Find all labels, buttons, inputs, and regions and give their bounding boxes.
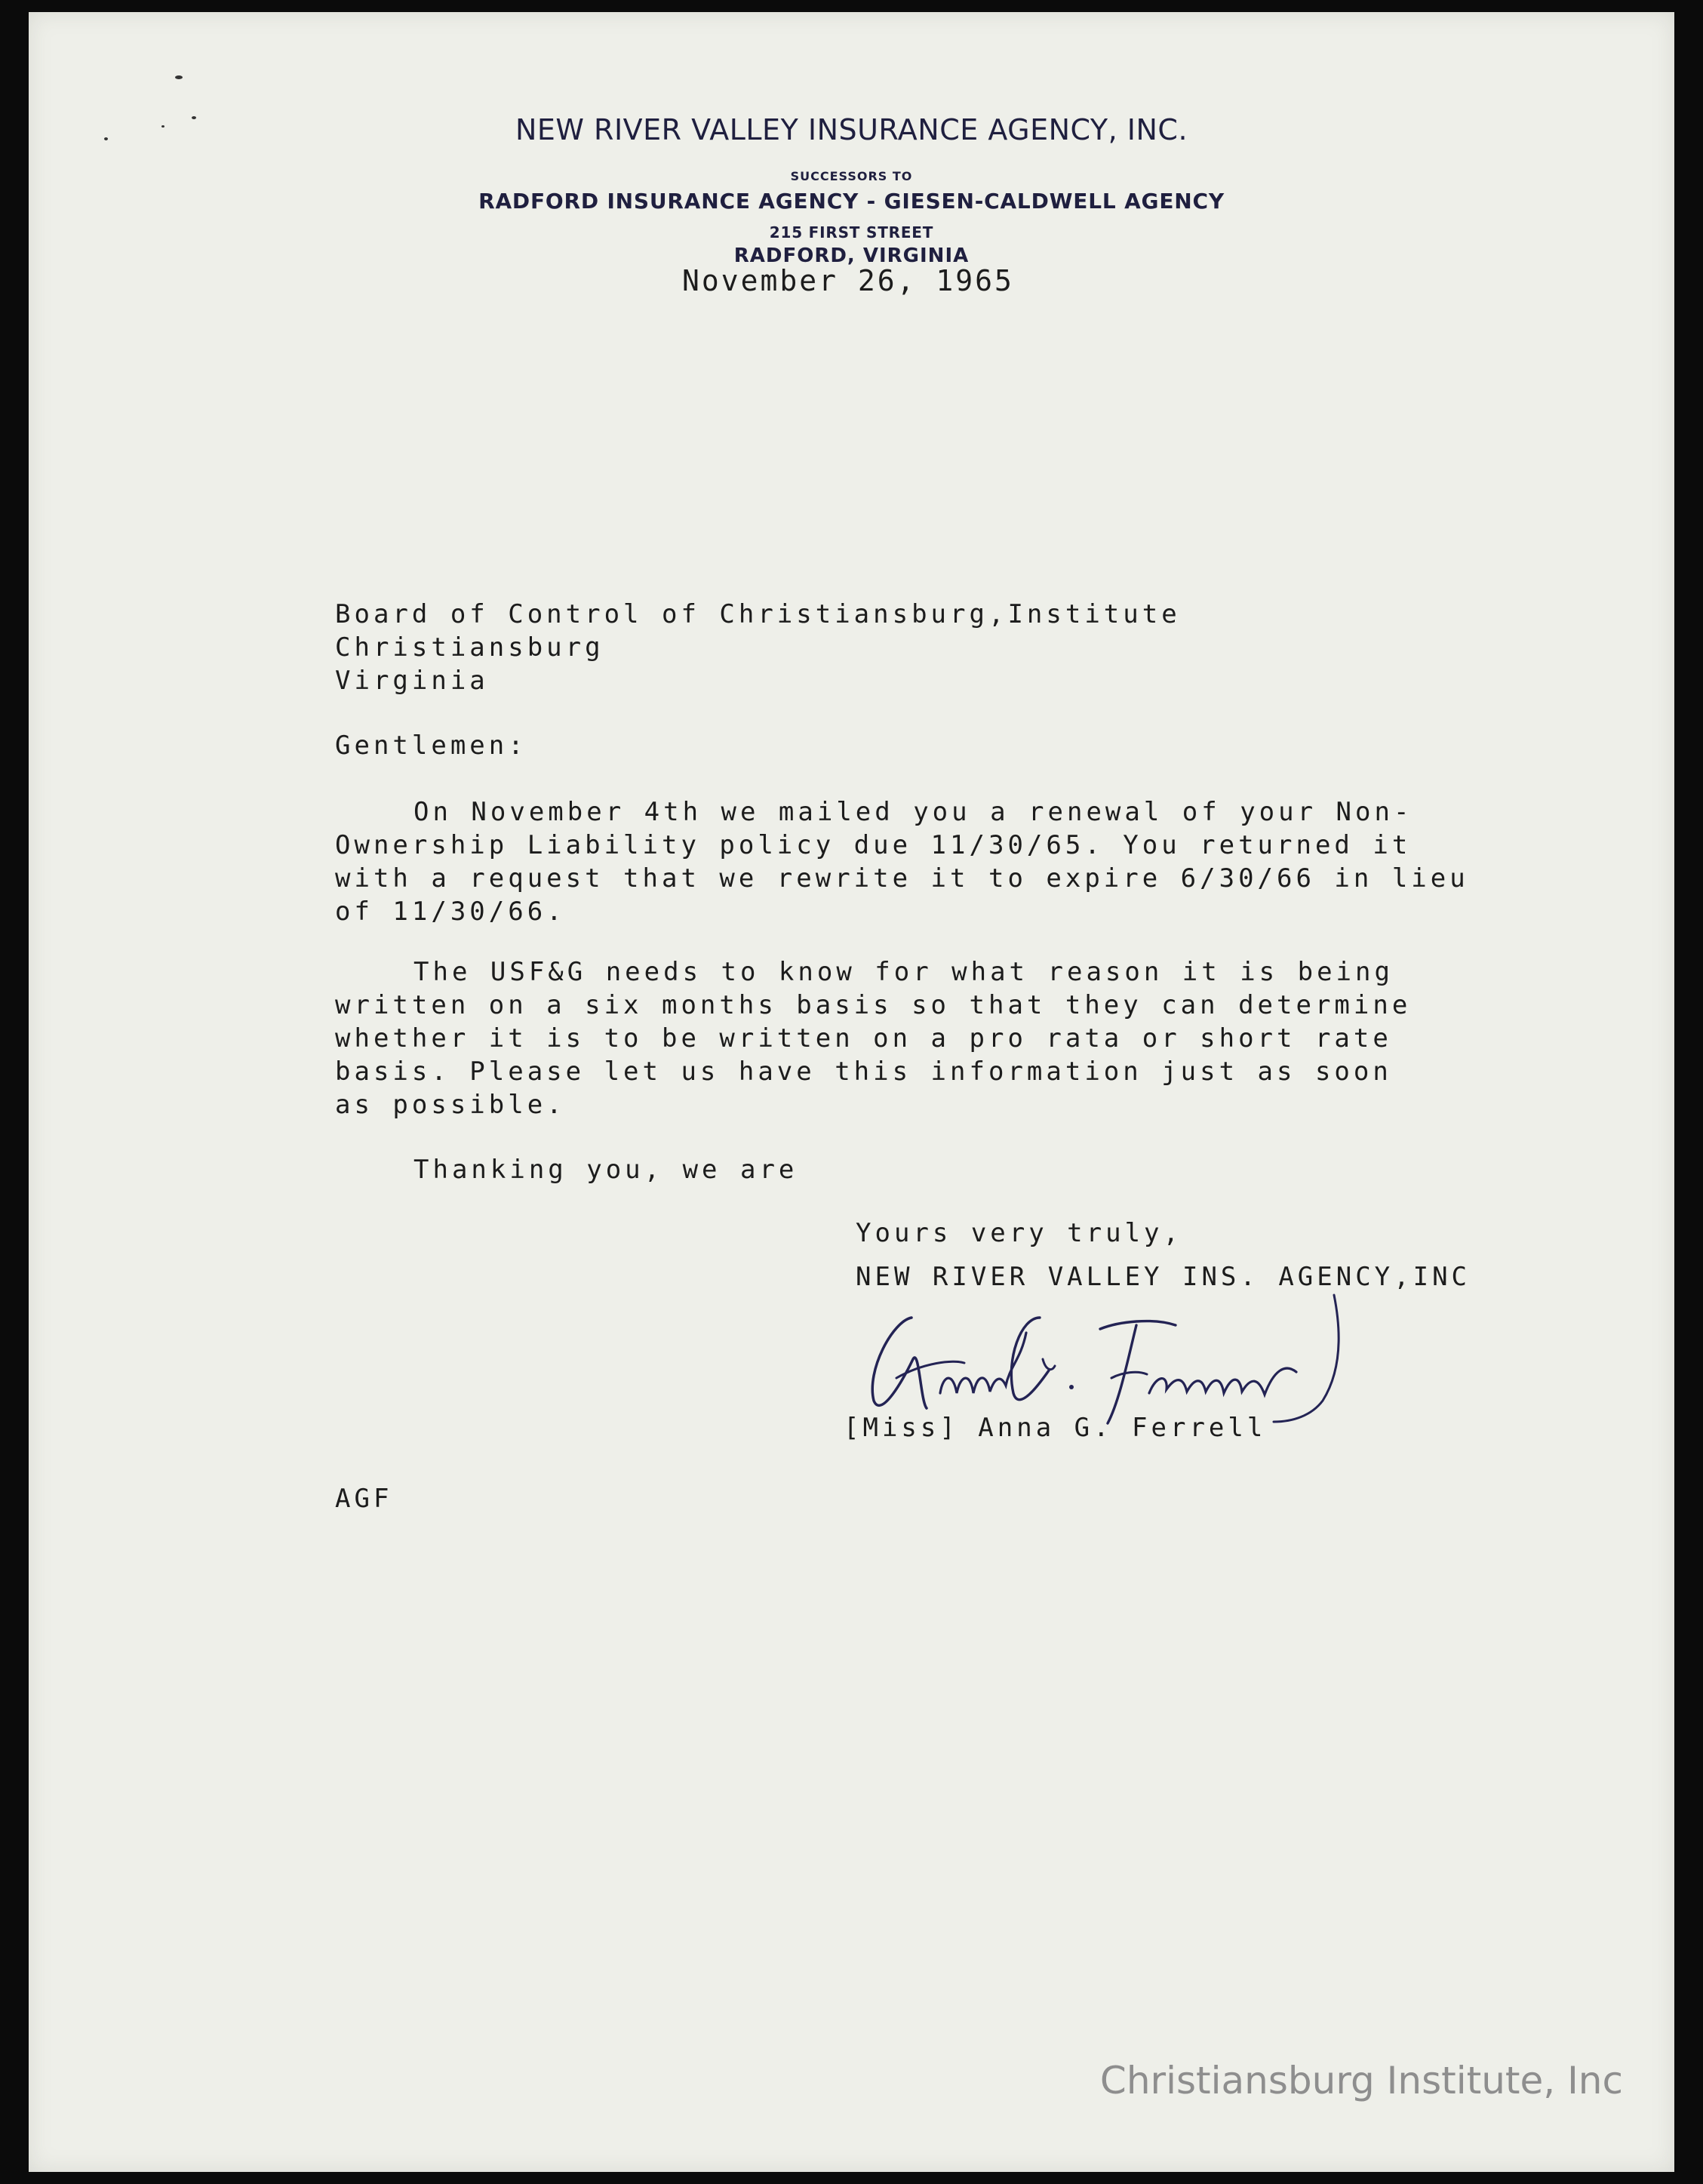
paragraph-line: written on a six months basis so that they can determine	[335, 990, 1412, 1020]
valediction: Yours very truly,	[856, 1218, 1182, 1248]
paragraph-line: of 11/30/66.	[335, 897, 566, 927]
ink-speck	[175, 75, 183, 79]
paragraph-line: On November 4th we mailed you a renewal of your Non-	[413, 797, 1413, 827]
thanks	[413, 1153, 798, 1186]
letter-page	[29, 12, 1674, 2172]
paragraph-line: basis. Please let us have this information just as soon	[335, 1057, 1392, 1087]
letterhead-company: NEW RIVER VALLEY INSURANCE AGENCY, INC.	[515, 113, 1188, 146]
paragraph-line: Ownership Liability policy due 11/30/65. You returned it	[335, 830, 1412, 860]
letter-date: November 26, 1965	[682, 264, 1014, 297]
reference-initials	[335, 1482, 392, 1515]
letterhead-predecessors: RADFORD INSURANCE AGENCY - GIESEN-CALDWELL AGENCY	[478, 189, 1225, 214]
recipient-line: Virginia	[335, 666, 489, 696]
letterhead-successors: SUCCESSORS TO	[790, 169, 913, 183]
paragraph-line: The USF&G needs to know for what reason it is being	[413, 957, 1394, 987]
paragraph-2	[335, 955, 1411, 1121]
letterhead-city: RADFORD, VIRGINIA	[733, 245, 970, 267]
salutation	[335, 729, 527, 762]
initials-text: AGF	[335, 1484, 393, 1514]
signer-name: [Miss] Anna G. Ferrell	[844, 1413, 1267, 1443]
salutation-text: Gentlemen:	[335, 731, 527, 761]
recipient-line: Christiansburg	[335, 632, 604, 663]
watermark: Christiansburg Institute, Inc	[1099, 2059, 1623, 2102]
recipient-address	[335, 598, 1181, 697]
paragraph-line: whether it is to be written on a pro rata or short rate	[335, 1023, 1392, 1054]
recipient-line: Board of Control of Christiansburg,Institute	[335, 599, 1181, 629]
closing	[856, 1217, 1471, 1293]
closing-organization: NEW RIVER VALLEY INS. AGENCY,INC	[856, 1262, 1471, 1292]
paragraph-1	[335, 795, 1469, 928]
paragraph-line: as possible.	[335, 1090, 566, 1120]
thanks-text: Thanking you, we are	[413, 1155, 798, 1185]
letterhead-street: 215 FIRST STREET	[769, 223, 934, 241]
signer-block	[844, 1411, 1266, 1444]
paragraph-line: with a request that we rewrite it to expire 6/30/66 in lieu	[335, 863, 1469, 894]
